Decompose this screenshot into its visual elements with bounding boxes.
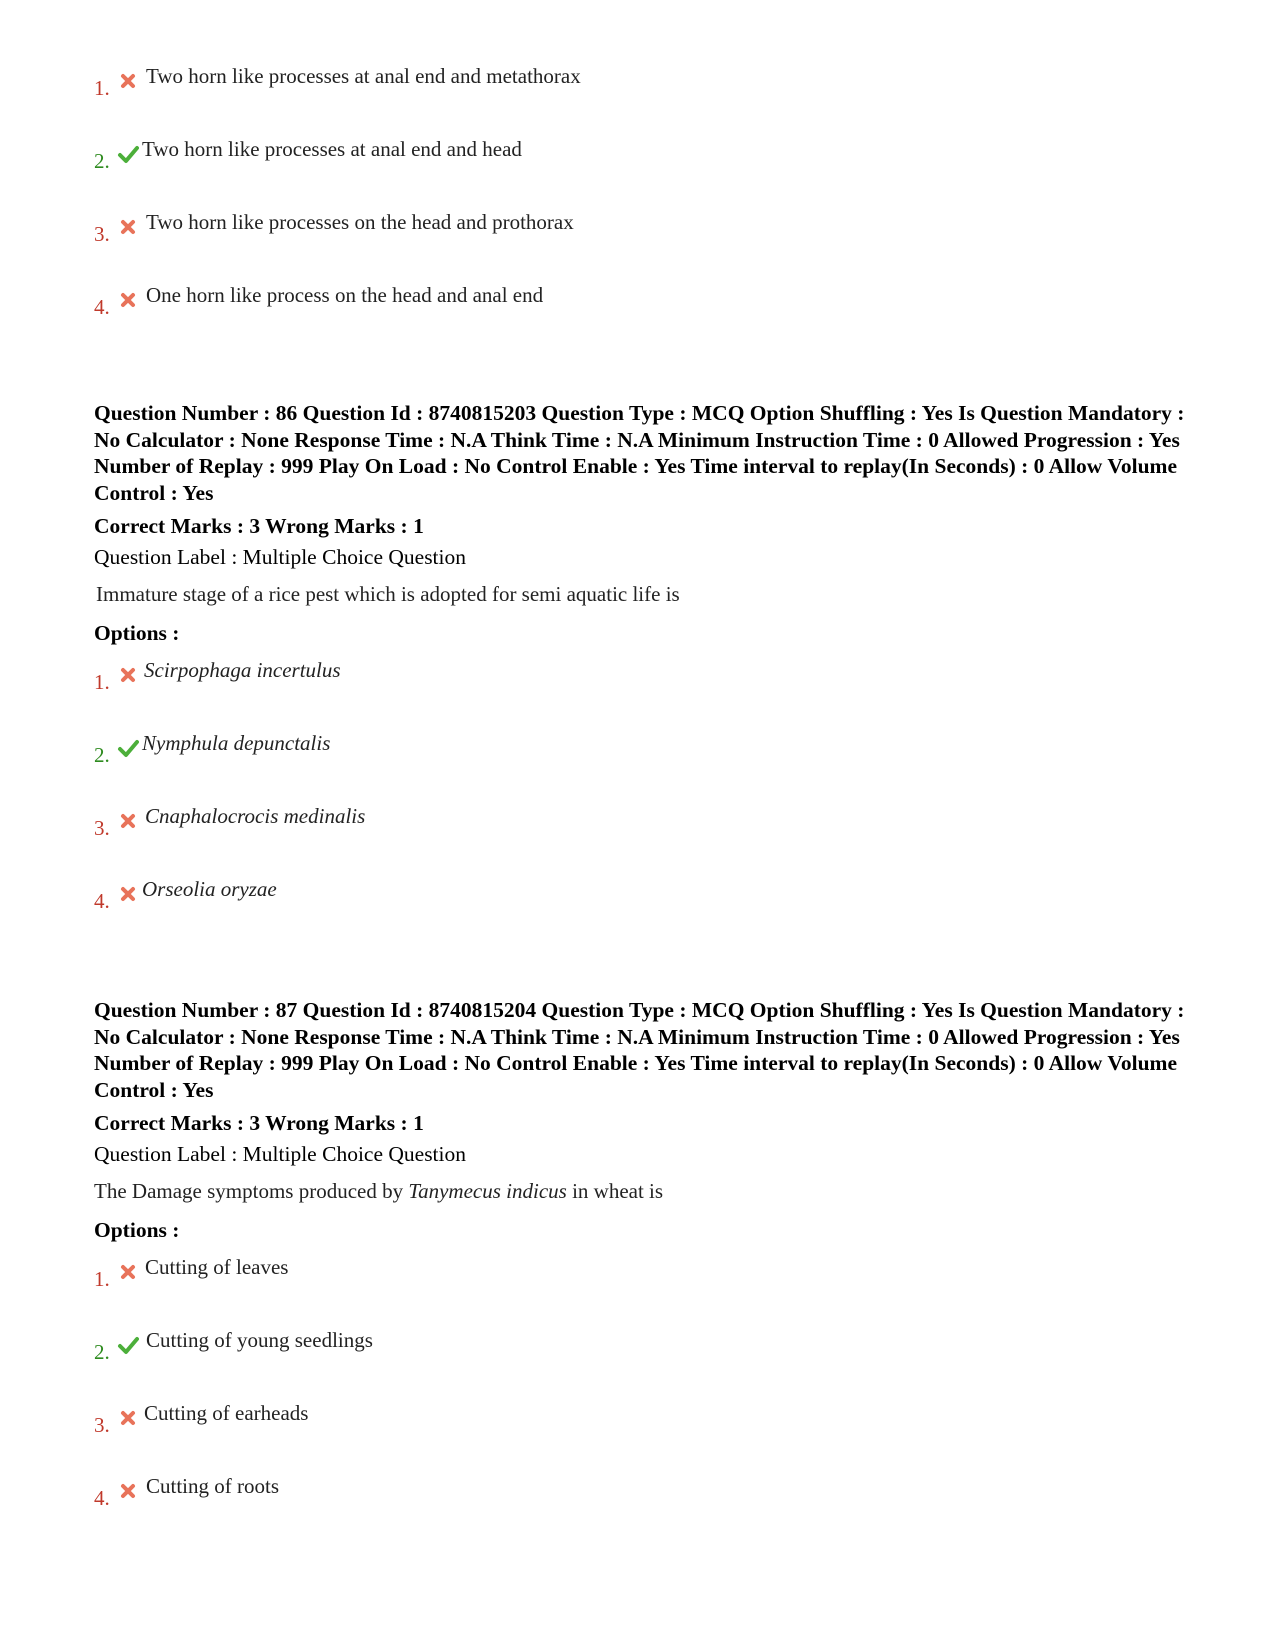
option-text: Two horn like processes at anal end and metathorax <box>146 64 581 88</box>
question-text: Immature stage of a rice pest which is adopted for semi aquatic life is <box>96 582 680 606</box>
option-text: Two horn like processes at anal end and head <box>142 137 522 161</box>
option-text: Nymphula depunctalis <box>142 731 331 755</box>
cross-icon <box>117 70 139 92</box>
question-header: Question Number : 87 Question Id : 8740815204 Question Type : MCQ Option Shuffling : Yes Is Question Mandatory : No Calculator : None Response Time : N.A Think Time : N.A Minimum Instruction Time : 0 Allowed Progression : Yes Number of Replay : 999 Play On Load : No Control Enable : Yes Time interval to replay(In Seconds) : 0 Allow Volume Control : Yes <box>94 998 1185 1102</box>
options-heading: Options : <box>94 1218 180 1242</box>
option-text: One horn like process on the head and anal end <box>146 283 544 307</box>
option-number: 4. <box>94 889 110 913</box>
options-heading: Options : <box>94 621 180 645</box>
question-label: Question Label : Multiple Choice Question <box>94 545 467 569</box>
species-name: Tanymecus indicus <box>408 1179 567 1203</box>
option-number: 2. <box>94 743 110 767</box>
cross-icon <box>117 1261 139 1283</box>
option-text: Cutting of young seedlings <box>146 1328 373 1352</box>
cross-icon <box>117 810 139 832</box>
question-text <box>94 1179 663 1204</box>
option-number: 3. <box>94 222 110 246</box>
check-icon <box>117 1334 139 1356</box>
option-text: Two horn like processes on the head and prothorax <box>146 210 574 234</box>
option-text: Cutting of earheads <box>144 1401 309 1425</box>
cross-icon <box>117 289 139 311</box>
option-text: Cutting of leaves <box>145 1255 289 1279</box>
option-number: 1. <box>94 76 110 100</box>
option-number: 3. <box>94 816 110 840</box>
option-number: 1. <box>94 670 110 694</box>
option-text: Cnaphalocrocis medinalis <box>145 804 366 828</box>
question-text-end: in wheat is <box>566 1179 664 1203</box>
cross-icon <box>117 664 139 686</box>
check-icon <box>117 737 139 759</box>
question-marks: Correct Marks : 3 Wrong Marks : 1 <box>94 514 424 538</box>
option-number: 3. <box>94 1413 110 1437</box>
question-marks: Correct Marks : 3 Wrong Marks : 1 <box>94 1111 424 1135</box>
cross-icon <box>117 1480 139 1502</box>
cross-icon <box>117 883 139 905</box>
option-number: 2. <box>94 149 110 173</box>
option-text: Scirpophaga incertulus <box>144 658 341 682</box>
option-text: Cutting of roots <box>146 1474 280 1498</box>
option-number: 2. <box>94 1340 110 1364</box>
question-label: Question Label : Multiple Choice Question <box>94 1142 467 1166</box>
option-text: Orseolia oryzae <box>142 877 277 901</box>
option-number: 1. <box>94 1267 110 1291</box>
option-number: 4. <box>94 295 110 319</box>
cross-icon <box>117 1407 139 1429</box>
cross-icon <box>117 216 139 238</box>
question-text-start: The Damage symptoms produced by <box>94 1179 409 1203</box>
question-header: Question Number : 86 Question Id : 8740815203 Question Type : MCQ Option Shuffling : Yes Is Question Mandatory : No Calculator : None Response Time : N.A Think Time : N.A Minimum Instruction Time : 0 Allowed Progression : Yes Number of Replay : 999 Play On Load : No Control Enable : Yes Time interval to replay(In Seconds) : 0 Allow Volume Control : Yes <box>94 401 1185 505</box>
check-icon <box>117 143 139 165</box>
option-number: 4. <box>94 1486 110 1510</box>
